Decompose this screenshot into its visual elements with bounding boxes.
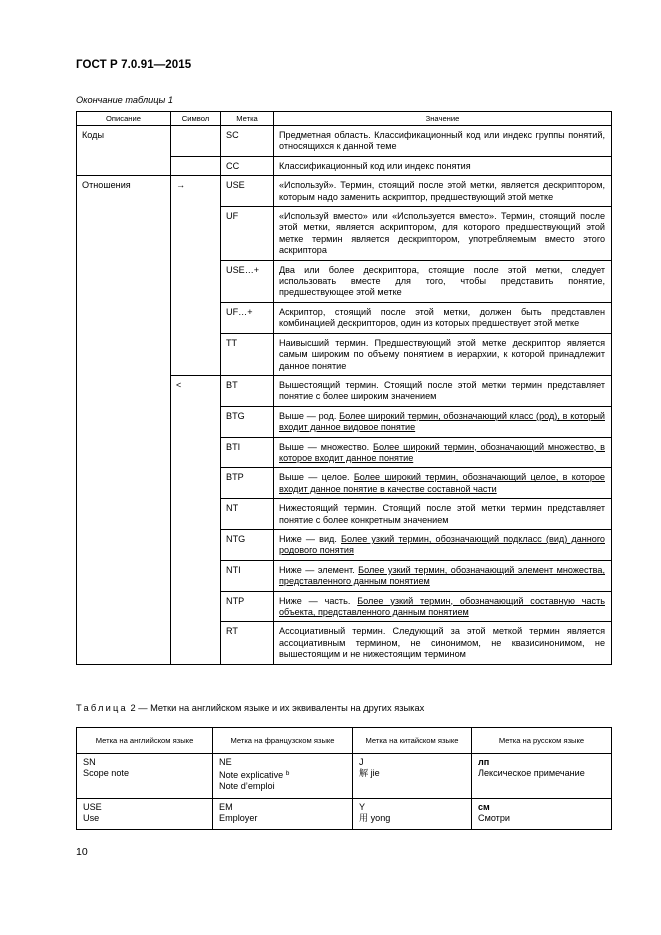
value-cell: Ассоциативный термин. Следующий за этой меткой термин является ассоциативным термином, не синонимом, не квазисинонимом, не вышестоящим и не нижестоящим термином [274, 622, 612, 664]
symbol-cell: < [171, 375, 221, 664]
value-cell [274, 591, 612, 622]
footnote-marker: b [285, 770, 290, 778]
label-cell: NTP [221, 591, 274, 622]
value-plain: Ниже — элемент. [279, 564, 359, 575]
label-cell: BTI [221, 437, 274, 468]
value-cell: Два или более дескриптора, стоящие после этой метки, следует использовать вместе для того, чтобы представить понятие, предшествующее этой метке [274, 260, 612, 302]
label-cell: UF [221, 207, 274, 261]
value-cell: Вышестоящий термин. Стоящий после этой метки термин представляет понятие с более широким значением [274, 375, 612, 406]
symbol-cell [171, 126, 221, 157]
russian-label: см [478, 801, 490, 812]
value-plain: Выше — род. [279, 410, 340, 421]
chinese-text: 用 yong [359, 812, 391, 823]
value-plain: Ниже — вид. [279, 533, 342, 544]
column-header-symbol: Символ [171, 112, 221, 126]
value-plain: Выше — множество. [279, 441, 374, 452]
page-number: 10 [76, 846, 88, 858]
russian-label: лп [478, 757, 490, 767]
english-text: Use [83, 812, 100, 823]
table2-caption [76, 703, 424, 713]
symbol-cell: → [171, 176, 221, 376]
symbol-cell [171, 156, 221, 175]
value-cell: Предметная область. Классификационный код или индекс группы понятий, относящихся к данной теме [274, 126, 612, 157]
label-cell: TT [221, 333, 274, 375]
russian-cell [472, 754, 612, 799]
value-cell: Нижестоящий термин. Стоящий после этой метки термин представляет понятие с более конкретным значением [274, 499, 612, 530]
table-2 [76, 727, 612, 830]
french-cell [213, 754, 353, 799]
table2-caption-prefix: Таблица [76, 703, 128, 713]
label-cell: NTG [221, 529, 274, 560]
value-cell: «Используй вместо» или «Используется вместо». Термин, стоящий после этой метки, является аскриптором, для которого предшествующий этой метке термин является дескриптором, употребляемым вместо этого аскриптора [274, 207, 612, 261]
group-description: Коды [77, 126, 171, 176]
table-1 [76, 111, 612, 665]
label-cell: NT [221, 499, 274, 530]
value-plain: Выше — целое. [279, 472, 354, 483]
russian-text: Лексическое примечание [478, 768, 585, 779]
label-cell: BTP [221, 468, 274, 499]
french-label: NE [219, 757, 232, 767]
english-label: SN [83, 757, 96, 767]
value-cell [274, 437, 612, 468]
value-cell [274, 468, 612, 499]
document-header: ГОСТ Р 7.0.91—2015 [76, 59, 192, 71]
label-cell: CC [221, 156, 274, 175]
english-label: USE [83, 801, 102, 812]
column-header-value: Значение [274, 112, 612, 126]
column-header-english: Метка на английском языке [77, 728, 213, 754]
french-text-main: Note explicative [219, 770, 284, 781]
french-text: Employer [219, 812, 258, 823]
value-underlined: Более широкий термин, обозначающий класс (род), в который входит данное видовое понятие [279, 410, 605, 433]
label-cell: SC [221, 126, 274, 157]
chinese-cell [353, 754, 472, 799]
french-cell [213, 798, 353, 829]
value-underlined: Более узкий термин, обозначающий составную часть объекта, представленного данным понятием [279, 595, 605, 617]
value-cell: Классификационный код или индекс понятия [274, 156, 612, 175]
label-cell: NTI [221, 560, 274, 591]
label-cell: USE…+ [221, 260, 274, 302]
table2-caption-text: 2 — Метки на английском языке и их эквиваленты на других языках [127, 703, 425, 713]
value-cell: «Используй». Термин, стоящий после этой метки, является дескриптором, которым надо заменить аскриптор, предшествующий этой метке [274, 176, 612, 207]
column-header-french: Метка на французском языке [213, 728, 353, 754]
column-header-russian: Метка на русском языке [472, 728, 612, 754]
russian-text: Смотри [478, 812, 510, 823]
value-plain: Ниже — часть. [279, 595, 358, 606]
table-row [77, 798, 612, 829]
column-header-description: Описание [77, 112, 171, 126]
english-cell [77, 798, 213, 829]
value-underlined: Более широкий термин, обозначающий множество, в которое входит данное понятие [279, 441, 605, 463]
chinese-label: Y [359, 801, 366, 812]
table-row [77, 754, 612, 799]
russian-cell [472, 798, 612, 829]
chinese-label: J [359, 757, 364, 767]
value-cell [274, 560, 612, 591]
value-cell: Наивысший термин. Предшествующий этой метке дескриптор является самым широким по объему понятием в иерархии, к которой принадлежит данное понятие [274, 333, 612, 375]
french-text [219, 768, 346, 781]
value-underlined: Более узкий термин, обозначающий подкласс (вид) данного родового понятия [279, 533, 605, 556]
label-cell: RT [221, 622, 274, 664]
label-cell: UF…+ [221, 302, 274, 333]
table-row [77, 126, 612, 157]
value-cell [274, 529, 612, 560]
french-text-alt: Note d’emploi [219, 781, 275, 792]
column-header-label: Метка [221, 112, 274, 126]
table1-caption: Окончание таблицы 1 [76, 95, 173, 105]
value-cell: Аскриптор, стоящий после этой метки, должен быть представлен комбинацией дескрипторов, один из которых предшествует этой метке [274, 302, 612, 333]
table2-header-row [77, 728, 612, 754]
english-cell [77, 754, 213, 799]
label-cell: USE [221, 176, 274, 207]
french-label: EM [219, 801, 233, 812]
table1-header-row [77, 112, 612, 126]
column-header-chinese: Метка на китайском языке [353, 728, 472, 754]
value-underlined: Более узкий термин, обозначающий элемент множества, представленного данным понятием [279, 564, 606, 587]
group-description: Отношения [77, 176, 171, 664]
value-cell [274, 406, 612, 437]
english-text: Scope note [83, 768, 130, 779]
label-cell: BTG [221, 406, 274, 437]
chinese-cell [353, 798, 472, 829]
chinese-text: 解 jie [359, 768, 380, 779]
label-cell: BT [221, 375, 274, 406]
value-underlined: Более широкий термин, обозначающий целое, в которое входит данное понятие в качестве составной части [279, 472, 605, 494]
table-row [77, 176, 612, 207]
